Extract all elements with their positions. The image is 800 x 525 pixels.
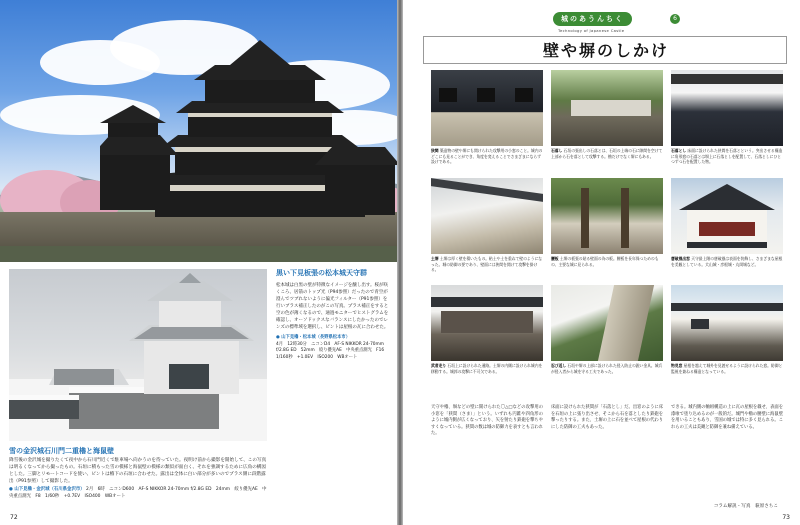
karahafu-window-illustration [671, 178, 783, 254]
cell-body: 築造物の壁や塀にも開けられた攻撃用の小窓のこと。城内のどこにも見ることができ、角度を変えることでさまざまにならず設けである。 [431, 148, 543, 165]
cell-photo [671, 285, 783, 361]
side-column-exif [276, 335, 390, 361]
cell-text [431, 148, 543, 165]
cell-label: 忍び返し [551, 363, 567, 368]
cell-text [671, 256, 783, 267]
grid-cell [671, 285, 783, 374]
grid-cell [431, 285, 543, 374]
grid-cell [431, 70, 543, 165]
cell-body: 天守最上階の唐破風は表面を装飾し、さまざまな屋根を美観としている。犬山城・彦根城・丸岡城など。 [671, 256, 783, 267]
cell-photo [671, 70, 783, 146]
article-column: 床面に設けられた狭間が「石落とし」だ。出窓のように床を石垣の上に張り出させ、そこから石を落としたり鉄砲を撃ったりする。また、土塀の上に石を並べて屋根の代わりにした防御の工夫もあった。 [551, 405, 663, 430]
cell-body: 土塀の板張の貼る壁面の為の板。腰板を長年保つためのもの、主要な城に見られる。 [551, 256, 659, 267]
cell-text [551, 363, 663, 374]
cell-photo [551, 178, 663, 254]
cell-text [431, 256, 543, 273]
caption-title: 雪の金沢城石川門二重櫓と海鼠壁 [9, 447, 114, 455]
cell-photo [431, 178, 543, 254]
cell-photo [431, 285, 543, 361]
cell-photo [671, 178, 783, 254]
castle-tower-illustration [100, 35, 397, 220]
page-number-right: 73 [782, 514, 790, 521]
snow-castle-illustration [9, 269, 267, 441]
kanazawa-castle-snow-photo [9, 269, 267, 441]
article-column: できる。城内側の軸組構造の上に瓦の屋根を載せ、表面を漆喰で塗り込めるのが一般的だ。城門や櫓の腰壁に海鼠壁を用いることもあり、雪国の城では特に多く見られる。これらの工夫は美観と防御を兼ね備えている。 [671, 405, 783, 430]
cell-body: 石垣上に設けられた通路。土塀の内側に設けられ城内を移動する。城郭の攻撃に不可欠である。 [431, 363, 543, 374]
left-page [0, 0, 397, 525]
side-column-title: 黒い下見板張の松本城天守群 [276, 269, 367, 277]
cell-label: 唐破風出窓 [671, 256, 690, 261]
side-exif-head: ● 山下見櫓・松本城（長野県松本市） [276, 335, 350, 340]
cell-text [551, 148, 663, 159]
caption-body: 降雪後の金沢城を撮りたくて夜中から石川門近くで駐車場へ向かうのを待っていた。夜明け前から撮影を開始して、この写真は明るくなってから撮ったもの。石垣に積もった雪の模様と海鼠壁の模様の類似が面白く、それを強調するために広角の構図とした。三脚とリモートコードを使い、ピントは櫓下の石垣に合わせた。露出は全体に白い部分が多いのでプラス側に段階露出（P91参照）して撮影した。 [9, 458, 267, 484]
caption-exif [9, 487, 267, 500]
cell-text [671, 363, 783, 374]
caption-exif-head: ● 山下見櫓・金沢城（石川県金沢市） [9, 487, 85, 492]
grid-cell [551, 285, 663, 374]
cell-photo [431, 70, 543, 146]
series-number: 6 [670, 14, 680, 24]
cell-label: 石落し [551, 148, 563, 153]
cell-label: 石落とし [671, 148, 687, 153]
cell-text [431, 363, 543, 374]
page-number-left: 72 [10, 514, 18, 521]
headline: 壁や塀のしかけ [542, 41, 669, 60]
cell-photo [551, 285, 663, 361]
cell-label: 腰板 [551, 256, 559, 261]
grid-cell [671, 178, 783, 267]
cell-body: 床面に設けられた狭間を石落とという。突出させる構造に角形窓の石落とは塀上に石落としを配置して、石落としにひとつずつ石を配置した物。 [671, 148, 783, 165]
cell-label: 物見窓 [671, 363, 683, 368]
cell-photo [551, 70, 663, 146]
grid-cell [671, 70, 783, 165]
grid-cell [431, 178, 543, 273]
cell-text [551, 256, 663, 267]
side-column [276, 269, 390, 361]
article-body [431, 405, 783, 505]
right-page [403, 0, 800, 525]
matsumoto-castle-photo [0, 0, 397, 262]
grid-cell [551, 178, 663, 267]
cell-text [671, 148, 783, 165]
column-credit: コラム解説・写真 萩原さちこ [713, 504, 778, 509]
side-exif-text: 4月 12時30分 ニコンD4 AF-S NIKKOR 24-70mm f/2.8G ED 52mm 絞り優先AE 中央重点測光 F16 1/160秒 +1.0EV ISO200 WBオート [276, 341, 389, 360]
series-badge: 城のあうんちく [553, 12, 632, 26]
series-subtitle: Technology of Japanese Castle [558, 28, 625, 33]
cell-body: 石垣や塀の上部に設けられた侵入防止の鋭い金具。城兵が侵入者から城を守る工夫であった。 [551, 363, 663, 374]
cell-label: 土塀 [431, 256, 439, 261]
grid-cell [551, 70, 663, 159]
cell-body: 土塀は厚く壁を積いたもの。粘土や土を重ねて壁のようになった。城の防御の要であり、壁面には狭間を開けて攻撃を掛ける。 [431, 256, 543, 273]
side-column-body: 松本城は白黒の壁が特徴なイメージを醸し出す。桜が咲くころ、居箭のトップ光（P94参照）だったので青空が澄んでツブれないように偏光フィルター（P91参照）を行いブラス補正したのがこの写真。プラス補正をすると空の色が薄くなるので、通過モニターでヒストグラムを確認し、オーソドックスなバランスにしたかったのでレンズの標準域を選択し、ピントは屋根の瓦に合わせた。 [276, 283, 389, 330]
caption-exif-text: 2月 6時 ニコンD600 AF-S NIKKOR 24-70mm f/2.8G ED 24mm 絞り優先AE 中央重点測光 F8 1/60秒 +0.7EV ISO400 WBオート [9, 487, 267, 499]
moat-water [0, 246, 397, 262]
cell-label: 狭間 [431, 148, 439, 153]
cell-body: 屋根を越えて城外を見渡せるように設けられた窓。防御と監視を兼ねる構造となっている。 [671, 363, 783, 374]
article-column: 天守や櫓、塀などの壁に開けられた〇△□などの攻撃用の小窓を「狭間（さま）」という。いずれも円錐や四角形のように城内側が広くなっており、矢を射たり鉄砲を撃ちやすくなっている。狭間の数は城の防御力を表すとも言われた。 [431, 405, 543, 437]
snow-photo-caption [9, 447, 267, 500]
headline-box [423, 36, 787, 64]
cell-label: 武者走り [431, 363, 447, 368]
cell-body: 石垣の張出しの石落とは、石垣の上端の石に隙間を空けて上部から石を落として攻撃する。櫓だけでなく塀にもある。 [551, 148, 663, 159]
